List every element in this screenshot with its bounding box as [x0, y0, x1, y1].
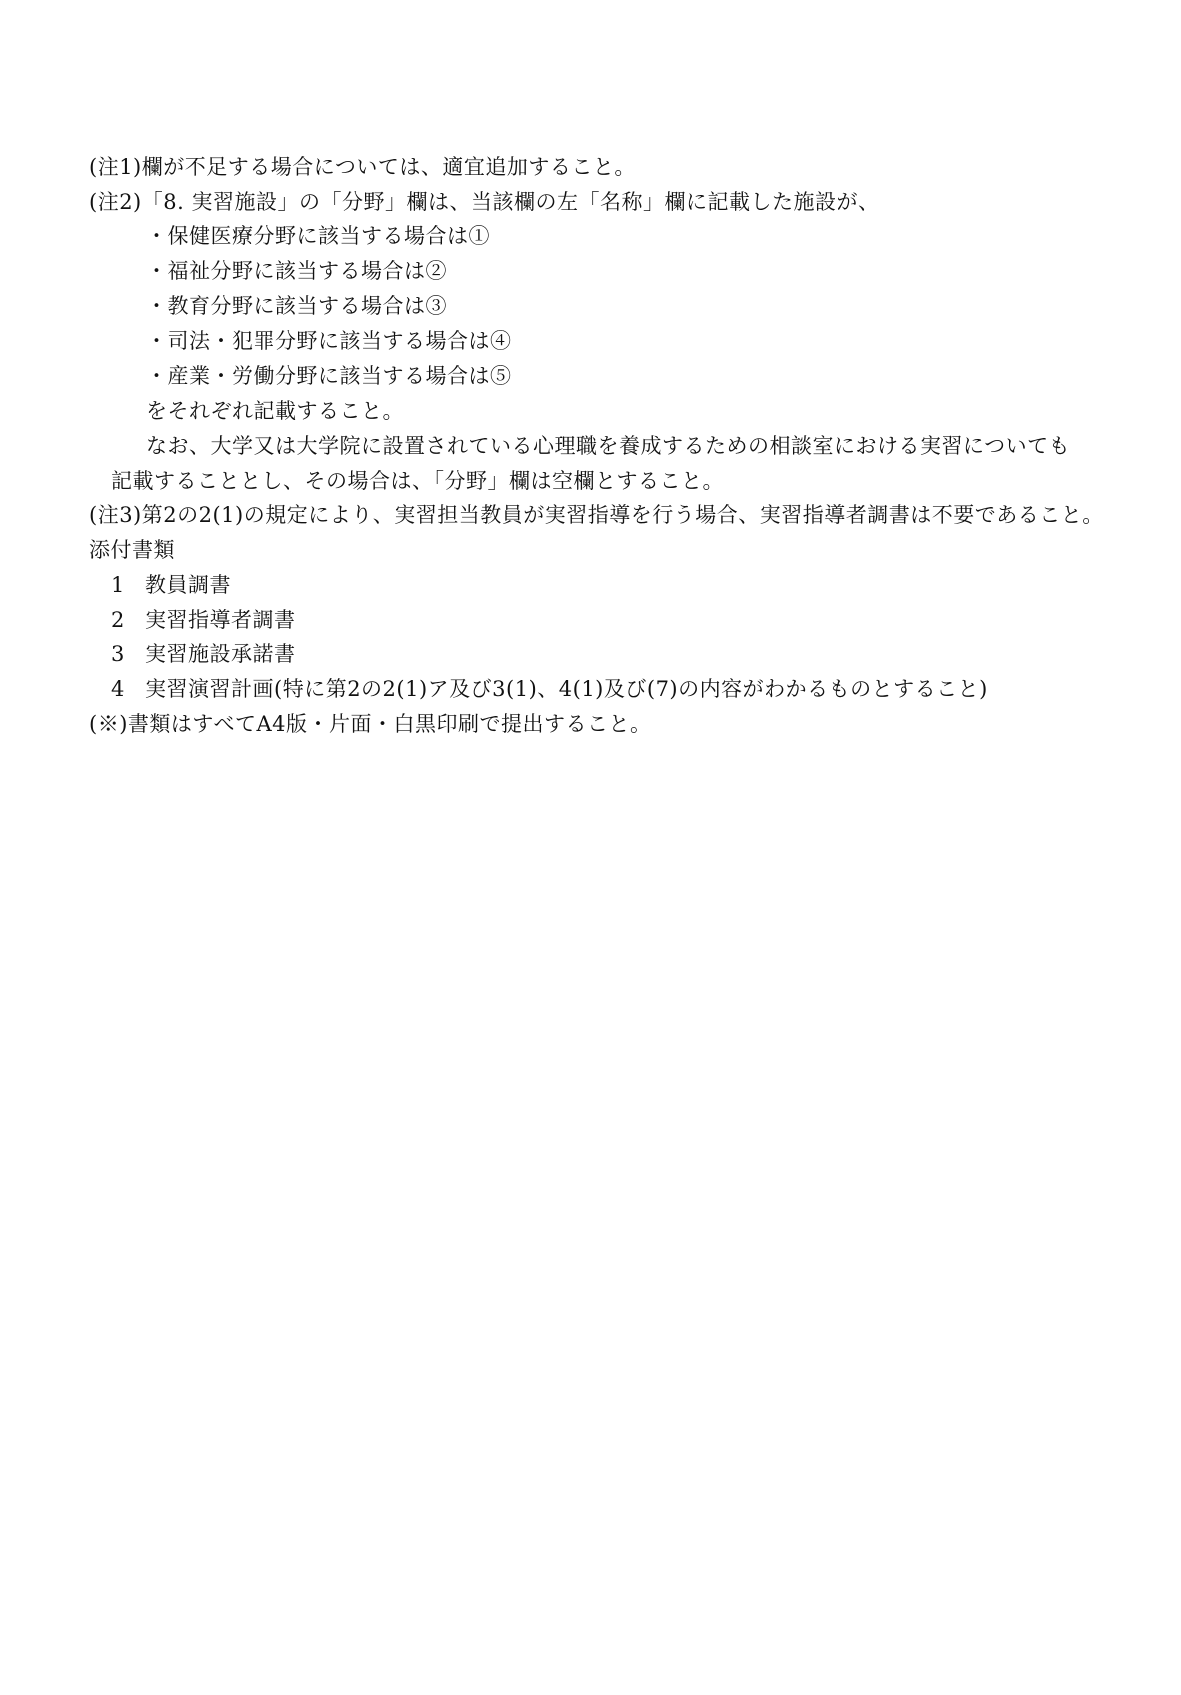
note-2-item-healthcare: ・保健医療分野に該当する場合は①	[146, 224, 490, 248]
attachment-number: 3	[111, 642, 125, 666]
note-2-item-education: ・教育分野に該当する場合は③	[146, 294, 447, 318]
attachment-text: 実習指導者調書	[145, 608, 296, 632]
note-2-item-welfare: ・福祉分野に該当する場合は②	[146, 259, 447, 283]
attachment-number: 4	[111, 677, 125, 701]
attachment-number: 2	[111, 608, 125, 632]
attachment-text: 教員調書	[145, 573, 231, 597]
note-2-item-justice: ・司法・犯罪分野に該当する場合は④	[146, 329, 512, 353]
note-2-item-industry: ・産業・労働分野に該当する場合は⑤	[146, 364, 512, 388]
attachments-heading: 添付書類	[89, 538, 175, 562]
note-2-intro: (注2)「8. 実習施設」の「分野」欄は、当該欄の左「名称」欄に記載した施設が、	[89, 190, 880, 214]
note-3: (注3)第2の2(1)の規定により、実習担当教員が実習指導を行う場合、実習指導者調書は不要であること。	[89, 503, 1104, 527]
note-1: (注1)欄が不足する場合については、適宜追加すること。	[89, 155, 636, 179]
attachment-text: 実習演習計画(特に第2の2(1)ア及び3(1)、4(1)及び(7)の内容がわかるものとすること)	[145, 677, 988, 701]
note-2-close: をそれぞれ記載すること。	[146, 399, 404, 423]
attachment-text: 実習施設承諾書	[145, 642, 296, 666]
note-2-paragraph-line-1: なお、大学又は大学院に設置されている心理職を養成するための相談室における実習についても	[146, 434, 1071, 458]
attachment-number: 1	[111, 573, 125, 597]
submission-footnote: (※)書類はすべてA4版・片面・白黒印刷で提出すること。	[89, 712, 652, 736]
note-2-paragraph-line-2: 記載することとし、その場合は、「分野」欄は空欄とすること。	[111, 469, 724, 493]
